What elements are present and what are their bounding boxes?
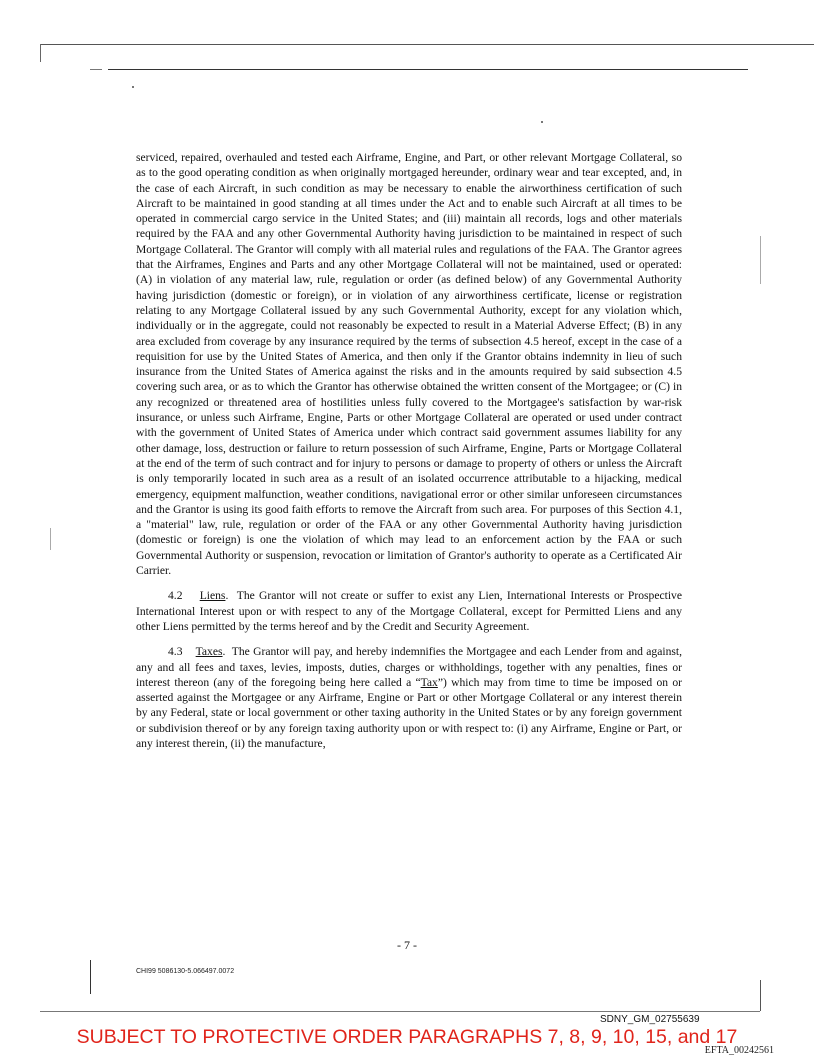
section-text-continued: ”) which may from time to time be imposed on or asserted against the Mortgagee or any Airframe, Engine or Part or other Mortgage Collateral or any interest therein by any Federal, state or local government or other taxing authority in the United States or by any foreign government or subdivision thereof or by any foreign taxing authority upon or with respect to: (i) any Airframe, Engine or Part, or any interest therein, (ii) the manufacture, — [136, 675, 682, 750]
document-body — [136, 150, 682, 761]
section-4-3-taxes: 4.3 Taxes. The Grantor will pay, and hereby indemnifies the Mortgagee and each Lender from and against, any and all fees and taxes, levies, imposts, duties, charges or withholdings, together with any penalties, fines or interest thereon (any of the foregoing being here called a “Tax”) which may from time to time be imposed on or asserted against the Mortgagee or any Airframe, Engine or Part or other Mortgage Collateral or any interest therein by any Federal, state or local government or other taxing authority in the United States or by any foreign government or subdivision thereof or by any foreign taxing authority upon or with respect to: (i) any Airframe, Engine or Part, or any interest therein, (ii) the manufacture, — [136, 645, 682, 750]
bottom-frame-line — [40, 1011, 760, 1012]
defined-term: Tax — [420, 675, 438, 689]
header-rule — [108, 69, 748, 70]
page-number: - 7 - — [397, 938, 417, 952]
left-frame-line — [40, 44, 41, 62]
section-number: 4.2 — [168, 589, 183, 603]
header-dash-mark — [90, 69, 102, 70]
section-4-2-liens: 4.2 Liens. The Grantor will not create or suffer to exist any Lien, International Interests or Prospective International Interest upon or with respect to any of the Mortgage Collateral, except for Permitted Liens and any other Liens permitted by the terms hereof and by the Credit and Security Agreement. — [136, 589, 682, 633]
scan-speck — [541, 121, 543, 123]
right-margin-mark — [760, 236, 761, 284]
top-frame-line — [40, 44, 814, 45]
paragraph-continuation: serviced, repaired, overhauled and tested each Airframe, Engine, and Part, or other relevant Mortgage Collateral, so as to the good operating condition as when originally mortgaged hereunder, ordinary wear and tear excepted, and, in the case of each Aircraft, in such condition as may be necessary to enable the airworthiness certification of such Aircraft to be maintained in good standing at all times under the Act and to enable such Aircraft at all times to be operated in commercial cargo service in the United States; and (iii) maintain all records, logs and other materials required by the FAA and any other Governmental Authority having jurisdiction to be maintained in respect of such Mortgage Collateral. The Grantor will comply with all material rules and regulations of the FAA. The Grantor agrees that the Airframes, Engines and Parts and any other Mortgage Collateral will not be maintained, used or operated: (A) in violation of any material law, rule, regulation or order (as defined below) of any Governmental Authority having jurisdiction (domestic or foreign), or in violation of any airworthiness certificate, license or registration relating to any Mortgage Collateral issued by any such Governmental Authority, except for any violation which, individually or in the aggregate, could not reasonably be expected to result in a Material Adverse Effect; (B) in any area excluded from coverage by any insurance required by the terms of subsection 4.5 hereof, except in the case of a requisition for use by the United States of America, and then only if the Grantor obtains indemnity in lieu of such insurance from the United States of America against the risks and in the amounts required by said subsection 4.5 covering such area, or as to which the Grantor has otherwise obtained the written consent of the Mortgagee; or (C) in any recognized or threatened area of hostilities unless fully covered to the Mortgagee's satisfaction by war-risk insurance, or unless such Airframe, Engine, Parts or other Mortgage Collateral are operated or used under contract with the government of United States of America under which contract said government assumes liability for any other damage, loss, destruction or failure to return possession of such Airframe, Engine, Parts or Mortgage Collateral at the end of the term of such contract and for injury to persons or damage to property of others or unless the Aircraft is only temporarily located in such area as a result of an isolated occurrence attributable to a hijacking, medical emergency, equipment malfunction, weather conditions, navigational error or other similar unforeseen circumstances and the Grantor is using its good faith efforts to remove the Aircraft from such area. For purposes of this Section 4.1, a "material" law, rule, regulation or order of the FAA or any other Governmental Authority having jurisdiction (domestic or foreign) is one the violation of which may lead to an enforcement action by the FAA or such Governmental Authority or suspension, revocation or limitation of Grantor's authority to operate as a Certificated Air Carrier. — [136, 151, 682, 578]
section-text: The Grantor will not create or suffer to exist any Lien, International Interests or Prospective International Interest upon or with respect to any of the Mortgage Collateral, except for Permitted Liens and any other Liens permitted by the terms hereof and by the Credit and Security Agreement. — [136, 589, 682, 633]
protective-order-notice: SUBJECT TO PROTECTIVE ORDER PARAGRAPHS 7, 8, 9, 10, 15, and 17 — [76, 1026, 738, 1048]
footer-margin-mark — [90, 960, 91, 994]
bates-number: SDNY_GM_02755639 — [600, 1014, 700, 1025]
left-margin-mark — [50, 528, 51, 550]
right-bottom-frame-line — [760, 980, 761, 1011]
section-heading: Liens — [199, 589, 226, 603]
section-number: 4.3 — [168, 645, 183, 659]
section-text: The Grantor will pay, and hereby indemnifies the Mortgagee and each Lender from and against, any and all fees and taxes, levies, imposts, duties, charges or withholdings, together with any penalties, fines or interest thereon (any of the foregoing being here called a “ — [136, 645, 682, 689]
scan-speck — [132, 86, 134, 88]
document-footer-code: CHI99 5086130-5.066497.0072 — [136, 968, 235, 975]
efta-number: EFTA_00242561 — [704, 1045, 774, 1056]
section-heading: Taxes — [195, 645, 223, 659]
